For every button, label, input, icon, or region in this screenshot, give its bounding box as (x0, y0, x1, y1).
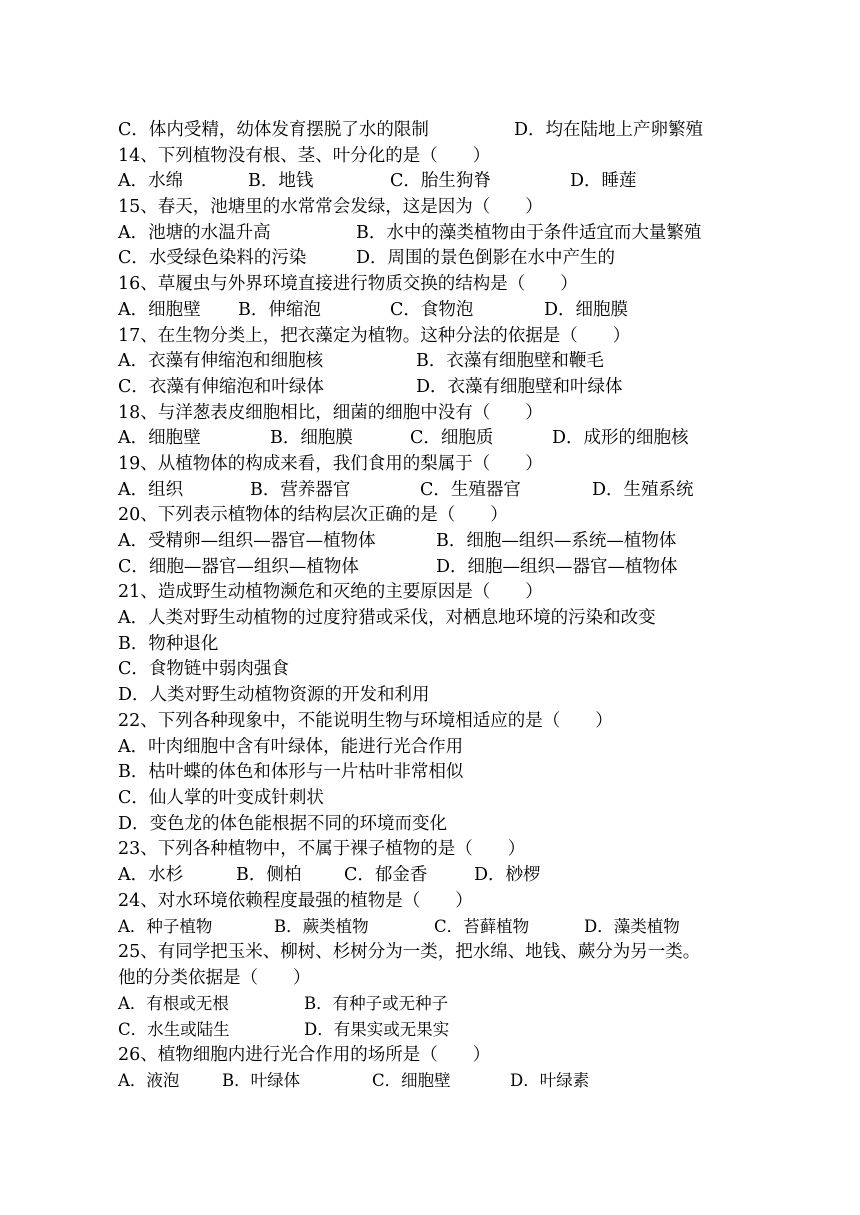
answer-option: A．细胞壁 (118, 428, 201, 449)
option-row (118, 478, 778, 504)
answer-option: A．受精卵—组织—器官—植物体 (118, 531, 376, 551)
answer-option: A．衣藻有伸缩泡和细胞核 (118, 351, 324, 372)
answer-option: D．叶绿素 (510, 1071, 590, 1091)
text-line: A．叶肉细胞中含有叶绿体，能进行光合作用 (118, 736, 464, 757)
text-line: D．人类对野生动植物资源的开发和利用 (118, 685, 430, 706)
text-line: 26、植物细胞内进行光合作用的场所是（ ） (118, 1044, 491, 1065)
answer-option: B．细胞膜 (270, 428, 353, 449)
option-row (118, 555, 778, 581)
text-line: 23、下列各种植物中，不属于裸子植物的是（ ） (118, 839, 526, 860)
answer-option: D．睡莲 (570, 171, 637, 192)
option-row (118, 529, 778, 555)
text-line: D．变色龙的体色能根据不同的环境而变化 (118, 813, 448, 834)
answer-option: D．藻类植物 (584, 917, 680, 937)
text-line: 18、与洋葱表皮细胞相比，细菌的细胞中没有（ ） (118, 402, 543, 423)
answer-option: A．细胞壁 (118, 299, 201, 320)
text-line: 19、从植物体的构成来看，我们食用的梨属于（ ） (118, 453, 543, 474)
option-row (118, 349, 778, 375)
answer-option: C．生殖器官 (420, 479, 521, 500)
text-line: 17、在生物分类上，把衣藻定为植物。这种分法的依据是（ ） (118, 325, 631, 346)
text-line: 22、下列各种现象中，不能说明生物与环境相适应的是（ ） (118, 710, 613, 731)
answer-option: A．种子植物 (118, 917, 213, 937)
text-line: 15、春天，池塘里的水常常会发绿，这是因为（ ） (118, 197, 543, 218)
answer-option: C．郁金香 (344, 864, 428, 885)
answer-option: C．苔藓植物 (434, 917, 530, 937)
answer-option: C．细胞—器官—组织—植物体 (118, 556, 359, 577)
answer-option: C．体内受精，幼体发育摆脱了水的限制 (118, 120, 429, 140)
text-line: 16、草履虫与外界环境直接进行物质交换的结构是（ ） (118, 274, 578, 295)
answer-option: D．生殖系统 (592, 479, 694, 500)
text-line: 14、下列植物没有根、茎、叶分化的是（ ） (118, 145, 491, 166)
option-row (118, 375, 778, 401)
answer-option: B．伸缩泡 (238, 299, 321, 320)
answer-option: D．成形的细胞核 (552, 428, 689, 449)
answer-option: B．水中的藻类植物由于条件适宜而大量繁殖 (356, 222, 702, 243)
option-row (118, 426, 778, 452)
option-row (118, 1017, 778, 1043)
option-row (118, 118, 778, 144)
text-line: 他的分类依据是（ ） (118, 967, 311, 988)
answer-option: C．水受绿色染料的污染 (118, 248, 307, 269)
answer-option: D．衣藻有细胞壁和叶绿体 (416, 376, 623, 397)
answer-option: C．水生或陆生 (118, 1020, 230, 1040)
text-line: A．人类对野生动植物的过度狩猎或采伐，对栖息地环境的污染和改变 (118, 608, 656, 629)
option-row (118, 169, 778, 195)
answer-option: C．细胞质 (410, 428, 494, 449)
text-line: B．枯叶蝶的体色和体形与一片枯叶非常相似 (118, 762, 464, 783)
answer-option: D．有果实或无果实 (304, 1020, 450, 1040)
answer-option: C．衣藻有伸缩泡和叶绿体 (118, 376, 324, 397)
answer-option: D．均在陆地上产卵繁殖 (514, 120, 704, 140)
answer-option: A．有根或无根 (118, 994, 229, 1014)
answer-option: B．营养器官 (250, 479, 351, 500)
text-line: C．食物链中弱肉强食 (118, 659, 289, 680)
text-line: 25、有同学把玉米、柳树、杉树分为一类，把水绵、地钱、蕨分为另一类。 (118, 942, 701, 962)
answer-option: B．蕨类植物 (274, 917, 369, 937)
text-line: 24、对水环境依赖程度最强的植物是（ ） (118, 890, 473, 911)
answer-option: D．细胞—组织—器官—植物体 (436, 556, 678, 577)
answer-option: D．桫椤 (474, 864, 541, 885)
answer-option: C．胎生狗脊 (390, 171, 491, 192)
option-row (118, 991, 778, 1017)
answer-option: A．水杉 (118, 864, 184, 885)
answer-option: B．有种子或无种子 (304, 994, 449, 1014)
answer-option: B．细胞—组织—系统—植物体 (436, 531, 677, 551)
answer-option: D．细胞膜 (544, 299, 629, 320)
answer-option: B．叶绿体 (222, 1071, 301, 1091)
exam-page (118, 118, 778, 1094)
answer-option: A．水绵 (118, 171, 184, 192)
option-row (118, 246, 778, 272)
answer-option: C．食物泡 (390, 299, 474, 320)
answer-option: C．细胞壁 (372, 1071, 451, 1091)
answer-option: A．池塘的水温升高 (118, 222, 271, 243)
answer-option: B．侧柏 (236, 864, 302, 885)
answer-option: B．衣藻有细胞壁和鞭毛 (416, 351, 604, 372)
option-row (118, 221, 778, 247)
text-line: C．仙人掌的叶变成针刺状 (118, 787, 324, 808)
text-line: B．物种退化 (118, 633, 219, 654)
text-line: 20、下列表示植物体的结构层次正确的是（ ） (118, 505, 508, 526)
option-row (118, 1068, 778, 1094)
option-row (118, 298, 778, 324)
answer-option: A．组织 (118, 479, 184, 500)
text-line: 21、造成野生动植物濒危和灭绝的主要原因是（ ） (118, 582, 543, 603)
option-row (118, 863, 778, 889)
answer-option: D．周围的景色倒影在水中产生的 (356, 248, 616, 269)
answer-option: A．液泡 (118, 1071, 180, 1091)
answer-option: B．地钱 (248, 171, 314, 192)
option-row (118, 914, 778, 940)
